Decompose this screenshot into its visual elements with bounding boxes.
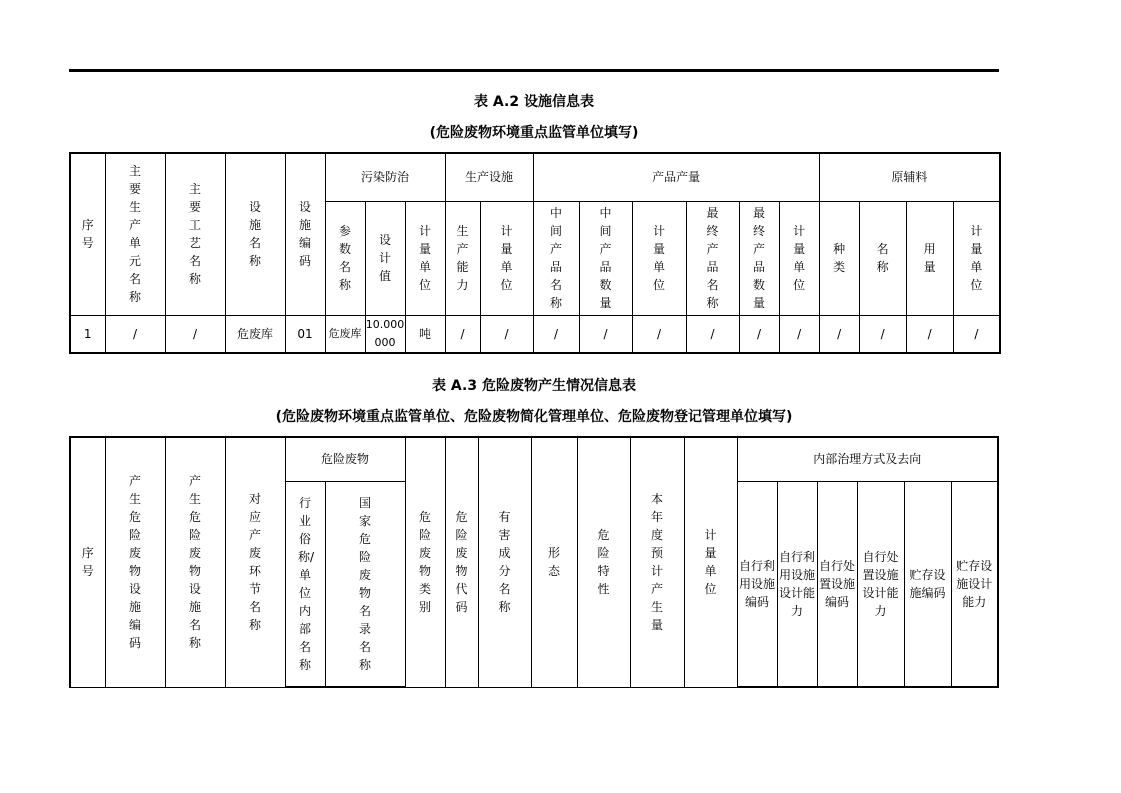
header-annual: 本年度预计产生量	[630, 437, 684, 687]
header-unit-1: 计量单位	[405, 201, 445, 315]
header-production: 生产设施	[445, 153, 533, 201]
header-final-qty: 最终产品数量	[739, 201, 779, 315]
table-a3-title: 表 A.3 危险废物产生情况信息表	[432, 378, 636, 394]
header-hw-national: 国家危险废物名录名称	[325, 481, 405, 687]
cell-unit-3: /	[632, 315, 686, 353]
table-a2-title: 表 A.2 设施信息表	[474, 94, 594, 110]
cell-facility-code: 01	[285, 315, 325, 353]
header-internal: 内部治理方式及去向	[737, 437, 998, 481]
header-unit-5: 计量单位	[953, 201, 1000, 315]
header-self-use-cap: 自行利用设施设计能力	[777, 481, 817, 687]
header-main-process: 主要工艺名称	[165, 153, 225, 315]
header-row-1	[70, 153, 1000, 201]
cell-usage: /	[906, 315, 953, 353]
header-store-code: 贮存设施编码	[904, 481, 951, 687]
header-facility-code: 设施编码	[285, 153, 325, 315]
table-a2-subtitle: (危险废物环境重点监管单位填写)	[429, 125, 639, 141]
header-pollution: 污染防治	[325, 153, 445, 201]
header-gen-code: 产生危险废物设施编码	[105, 437, 165, 687]
table-a3-subtitle: (危险废物环境重点监管单位、危险废物简化管理单位、危险废物登记管理单位填写)	[275, 409, 793, 425]
cell-unit-4: /	[779, 315, 819, 353]
cell-mid-name: /	[533, 315, 579, 353]
cell-final-name: /	[686, 315, 739, 353]
header-kind: 种类	[819, 201, 859, 315]
top-rule	[69, 69, 999, 72]
header-hw-local: 行业俗称/单位内部名称	[285, 481, 325, 687]
header-hazard: 危险特性	[577, 437, 630, 687]
cell-kind: /	[819, 315, 859, 353]
header-self-use-code: 自行利用设施编码	[737, 481, 777, 687]
header-unit: 计量单位	[684, 437, 737, 687]
header-self-treat-cap: 自行处置设施设计能力	[857, 481, 904, 687]
header-final-name: 最终产品名称	[686, 201, 739, 315]
header-facility-name: 设施名称	[225, 153, 285, 315]
cell-unit-1: 吨	[405, 315, 445, 353]
cell-name: /	[859, 315, 906, 353]
header-mid-name: 中间产品名称	[533, 201, 579, 315]
header-hw-code: 危险废物代码	[445, 437, 478, 687]
cell-design-value: 10.000000	[365, 315, 405, 353]
header-category: 危险废物类别	[405, 437, 445, 687]
cell-capacity: /	[445, 315, 480, 353]
header-usage: 用量	[906, 201, 953, 315]
header-capacity: 生产能力	[445, 201, 480, 315]
header-hw: 危险废物	[285, 437, 405, 481]
table-row	[70, 315, 1000, 353]
hazardous-waste-table	[69, 436, 999, 688]
cell-final-qty: /	[739, 315, 779, 353]
header-output: 产品产量	[533, 153, 819, 201]
cell-param-name: 危废库	[325, 315, 365, 353]
header-name: 名称	[859, 201, 906, 315]
header-unit-2: 计量单位	[480, 201, 533, 315]
cell-unit-5: /	[953, 315, 1000, 353]
header-store-cap: 贮存设施设计能力	[951, 481, 998, 687]
header-gen-name: 产生危险废物设施名称	[165, 437, 225, 687]
header-link-name: 对应产废环节名称	[225, 437, 285, 687]
header-design-value: 设计值	[365, 201, 405, 315]
cell-facility-name: 危废库	[225, 315, 285, 353]
header-form: 形态	[531, 437, 577, 687]
header-raw: 原辅料	[819, 153, 1000, 201]
cell-main-process: /	[165, 315, 225, 353]
cell-seq: 1	[70, 315, 105, 353]
header-unit-4: 计量单位	[779, 201, 819, 315]
header-main-unit: 主要生产单元名称	[105, 153, 165, 315]
cell-mid-qty: /	[579, 315, 632, 353]
header-harmful: 有害成分名称	[478, 437, 531, 687]
header-seq: 序号	[70, 153, 105, 315]
header-mid-qty: 中间产品数量	[579, 201, 632, 315]
facility-info-table	[69, 152, 1001, 354]
header-seq: 序号	[70, 437, 105, 687]
header-param-name: 参数名称	[325, 201, 365, 315]
header-unit-3: 计量单位	[632, 201, 686, 315]
cell-unit-2: /	[480, 315, 533, 353]
header-self-treat-code: 自行处置设施编码	[817, 481, 857, 687]
header-row-1	[70, 437, 998, 481]
cell-main-unit: /	[105, 315, 165, 353]
